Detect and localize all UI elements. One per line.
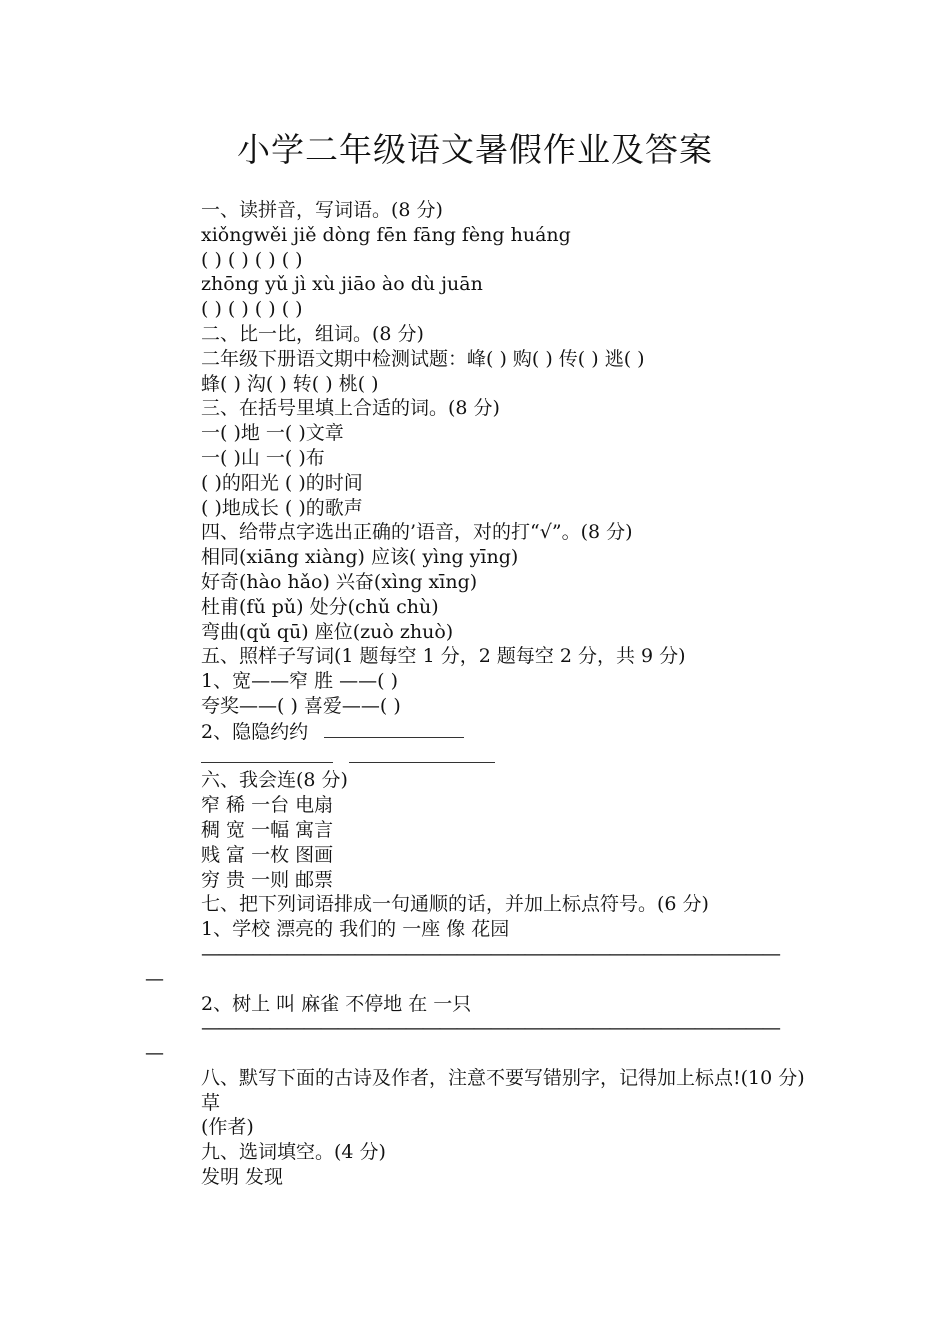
answer-rule-1-dashes: —————————————————————————————————— — [201, 942, 779, 965]
compare-row-1: 二年级下册语文期中检测试题：峰( ) 购( ) 传( ) 逃( ) — [201, 347, 645, 370]
match-row-3: 贱 富 一枚 图画 — [201, 843, 334, 866]
word-choice-row: 发明 发现 — [201, 1166, 284, 1189]
section-heading-1: 一、读拼音，写词语。(8 分) — [201, 199, 443, 221]
fill-row-2: 一( )山 一( )布 — [201, 446, 325, 469]
match-row-1: 窄 稀 一台 电扇 — [201, 794, 334, 817]
poem-author: (作者) — [201, 1116, 254, 1139]
reorder-row-2: 2、树上 叫 麻雀 不停地 在 一只 — [201, 992, 472, 1015]
document-title: 小学二年级语文暑假作业及答案 — [237, 130, 713, 169]
section-heading-8: 八、默写下面的古诗及作者，注意不要写错别字，记得加上标点!(10 分) — [201, 1066, 805, 1089]
pinyin-row-1: xiǒngwěi jiě dòng fēn fāng fèng huáng — [201, 223, 571, 246]
example-row-4 — [145, 744, 810, 769]
reorder-row-1: 1、学校 漂亮的 我们的 一座 像 花园 — [201, 918, 510, 941]
answer-rule-2 — [145, 1016, 810, 1041]
pronunciation-row-1: 相同(xiāng xiàng) 应该( yìng yīng) — [201, 546, 519, 569]
section-heading-6: 六、我会连(8 分) — [201, 769, 348, 792]
section-heading-3: 三、在括号里填上合适的词。(8 分) — [201, 397, 500, 420]
example-row-3 — [145, 719, 810, 744]
pronunciation-row-4: 弯曲(qǔ qū) 座位(zuò zhuò) — [201, 620, 454, 643]
fill-row-3: ( )的阳光 ( )的时间 — [201, 471, 363, 494]
match-row-2: 稠 宽 一幅 寓言 — [201, 818, 334, 841]
pronunciation-row-3: 杜甫(fǔ pǔ) 处分(chǔ chù) — [201, 595, 439, 618]
section-heading-5: 五、照样子写词(1 题每空 1 分，2 题每空 2 分，共 9 分) — [201, 645, 686, 668]
answer-rule-1-tail: — — [145, 967, 164, 990]
fill-row-4: ( )地成长 ( )的歌声 — [201, 496, 363, 519]
answer-rule-2-tail: — — [145, 1042, 164, 1065]
answer-rule-2-dashes: —————————————————————————————————— — [201, 1017, 779, 1040]
answer-blanks-row-1: ( ) ( ) ( ) ( ) — [201, 248, 303, 271]
answer-blanks-row-2: ( ) ( ) ( ) ( ) — [201, 298, 303, 321]
write-blank-1 — [324, 719, 464, 738]
match-row-4: 穷 贵 一则 邮票 — [201, 868, 334, 891]
section-heading-4: 四、给带点字选出正确的’语音，对的打“√”。(8 分) — [201, 521, 633, 544]
section-heading-7: 七、把下列词语排成一句通顺的话，并加上标点符号。(6 分) — [201, 893, 709, 916]
example-row-1: 1、宽——窄 胜 ——( ) — [201, 670, 399, 693]
poem-title: 草 — [201, 1091, 221, 1114]
answer-rule-1 — [145, 942, 810, 967]
section-heading-9: 九、选词填空。(4 分) — [201, 1141, 386, 1164]
fill-row-1: 一( )地 一( )文章 — [201, 422, 344, 445]
document-body — [145, 198, 810, 1190]
write-blank-3 — [349, 744, 495, 763]
pronunciation-row-2: 好奇(hào hǎo) 兴奋(xìng xīng) — [201, 570, 478, 593]
example-row-3-label: 2、隐隐约约 — [201, 720, 309, 743]
section-heading-2: 二、比一比，组词。(8 分) — [201, 322, 424, 345]
write-blank-2 — [201, 744, 333, 763]
compare-row-2: 蜂( ) 沟( ) 转( ) 桃( ) — [201, 372, 379, 395]
pinyin-row-2: zhōng yǔ jì xù jiāo ào dù juān — [201, 273, 483, 296]
example-row-2: 夸奖——( ) 喜爱——( ) — [201, 694, 401, 717]
